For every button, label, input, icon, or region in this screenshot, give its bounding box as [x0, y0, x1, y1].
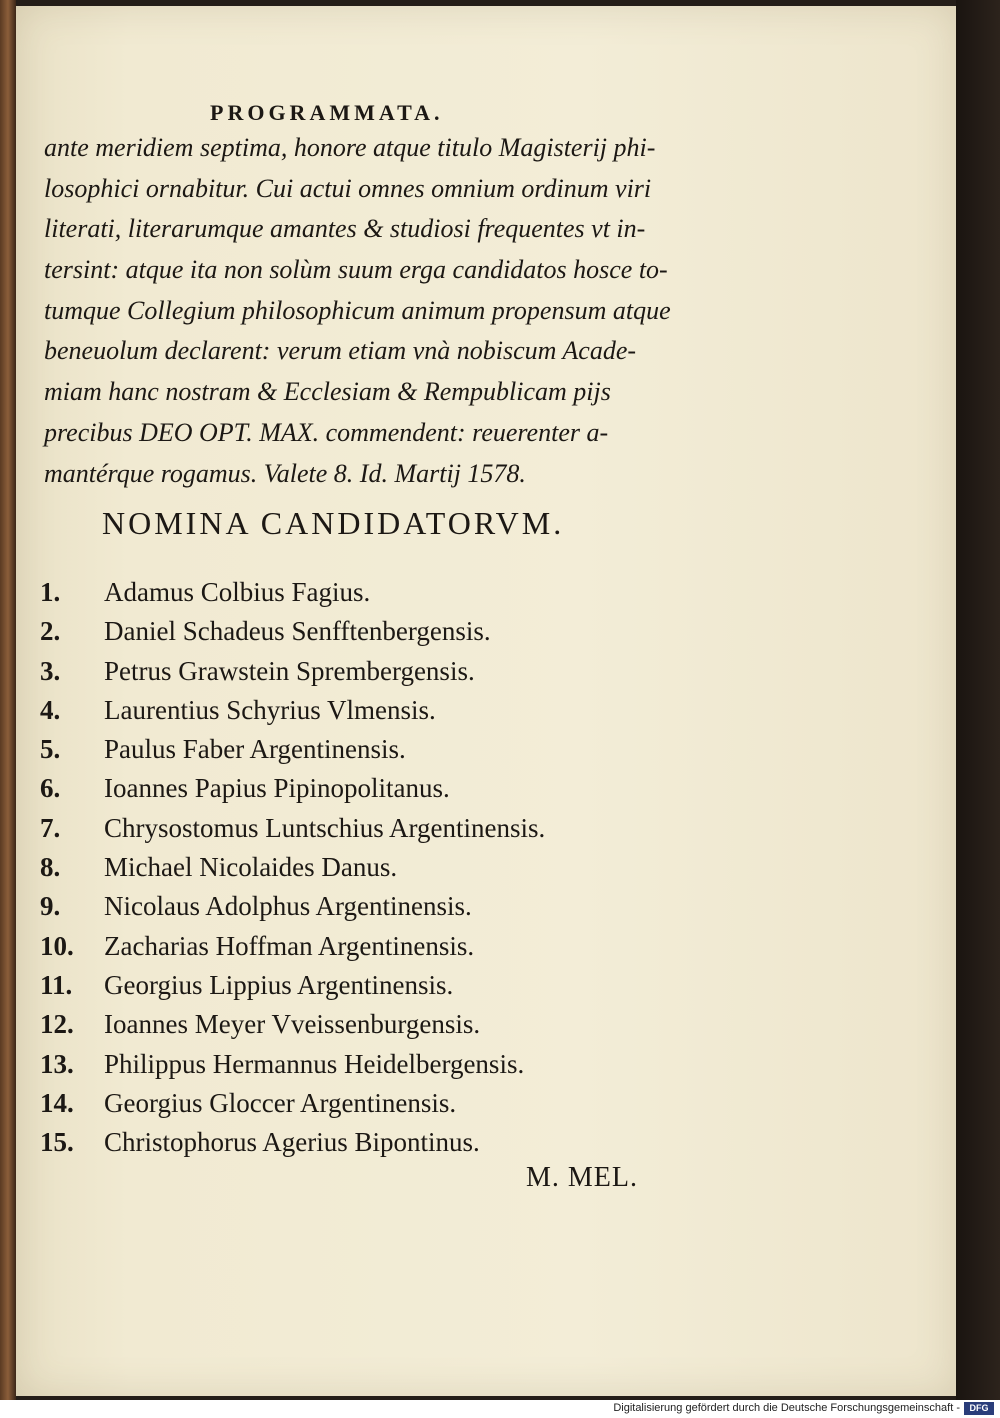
list-item: [40, 848, 545, 887]
candidate-name: Georgius Gloccer Argentinensis.: [104, 1087, 457, 1118]
item-number: 14.: [40, 1087, 74, 1118]
candidate-name: Philippus Hermannus Heidelbergensis.: [104, 1048, 525, 1079]
book-spine-edge: [0, 0, 16, 1400]
paragraph-line: mantérque rogamus. Valete 8. Id. Martij 1578.: [44, 458, 526, 488]
candidate-name: Paulus Faber Argentinensis.: [104, 734, 406, 765]
list-item: [40, 887, 545, 926]
list-item: [40, 652, 545, 691]
item-number: 13.: [40, 1048, 74, 1079]
candidate-name: Chrysostomus Luntschius Argentinensis.: [104, 812, 546, 843]
item-number: 2.: [40, 616, 61, 647]
list-item: [40, 1005, 545, 1044]
candidate-name: Christophorus Agerius Bipontinus.: [104, 1127, 480, 1158]
paragraph-line: precibus DEO OPT. MAX. commendent: reuerenter a-: [44, 417, 609, 447]
item-number: 6.: [40, 773, 61, 804]
candidate-name: Ioannes Papius Pipinopolitanus.: [104, 773, 450, 804]
signature: M. MEL.: [526, 1162, 638, 1193]
candidate-name: Michael Nicolaides Danus.: [104, 852, 398, 883]
footer-bar: [0, 1400, 1000, 1418]
item-number: 1.: [40, 577, 61, 607]
item-number: 4.: [40, 694, 61, 725]
paragraph-line: tersint: atque ita non solùm suum erga candidatos hosce to-: [44, 255, 668, 285]
funding-notice: Digitalisierung gefördert durch die Deutsche Forschungsgemeinschaft -: [613, 1402, 960, 1414]
list-item: [40, 1084, 545, 1123]
paragraph-line: tumque Collegium philosophicum animum propensum atque: [44, 295, 671, 325]
book-right-edge: [956, 0, 1000, 1400]
item-number: 7.: [40, 812, 61, 843]
list-item: [40, 927, 545, 966]
candidate-name: Laurentius Schyrius Vlmensis.: [104, 694, 436, 725]
item-number: 5.: [40, 734, 61, 765]
body-paragraph: [44, 128, 724, 494]
candidate-name: Zacharias Hoffman Argentinensis.: [104, 930, 475, 961]
candidate-name: Petrus Grawstein Sprembergensis.: [104, 655, 475, 686]
list-item: [40, 573, 545, 612]
list-item: [40, 730, 545, 769]
candidate-name: Adamus Colbius Fagius.: [104, 577, 371, 607]
paragraph-line: losophici ornabitur. Cui actui omnes omnium ordinum viri: [44, 173, 652, 203]
paragraph-line: ante meridiem septima, honore atque titulo Magisterij phi-: [44, 133, 656, 162]
candidate-name: Ioannes Meyer Vveissenburgensis.: [104, 1009, 481, 1040]
item-number: 12.: [40, 1009, 74, 1040]
list-item: [40, 966, 545, 1005]
candidate-name: Nicolaus Adolphus Argentinensis.: [104, 891, 472, 922]
item-number: 3.: [40, 655, 61, 686]
item-number: 15.: [40, 1127, 74, 1158]
list-item: [40, 769, 545, 808]
paragraph-line: beneuolum declarent: verum etiam vnà nobiscum Acade-: [44, 336, 637, 366]
candidates-list: [40, 573, 545, 1162]
candidates-title: NOMINA CANDIDATORVM.: [102, 505, 565, 541]
candidate-name: Daniel Schadeus Senfftenbergensis.: [104, 616, 491, 647]
dfg-logo-icon[interactable]: DFG: [964, 1402, 994, 1415]
list-item: [40, 1123, 545, 1162]
list-item: [40, 612, 545, 651]
item-number: 8.: [40, 852, 61, 883]
paragraph-line: miam hanc nostram & Ecclesiam & Rempublicam pijs: [44, 377, 611, 407]
candidate-name: Georgius Lippius Argentinensis.: [104, 969, 454, 1000]
paragraph-line: literati, literarumque amantes & studiosi frequentes vt in-: [44, 214, 646, 244]
list-item: [40, 691, 545, 730]
item-number: 11.: [40, 969, 73, 1000]
item-number: 10.: [40, 930, 74, 961]
item-number: 9.: [40, 891, 61, 922]
list-item: [40, 809, 545, 848]
list-item: [40, 1045, 545, 1084]
running-header: PROGRAMMATA.: [210, 100, 444, 125]
